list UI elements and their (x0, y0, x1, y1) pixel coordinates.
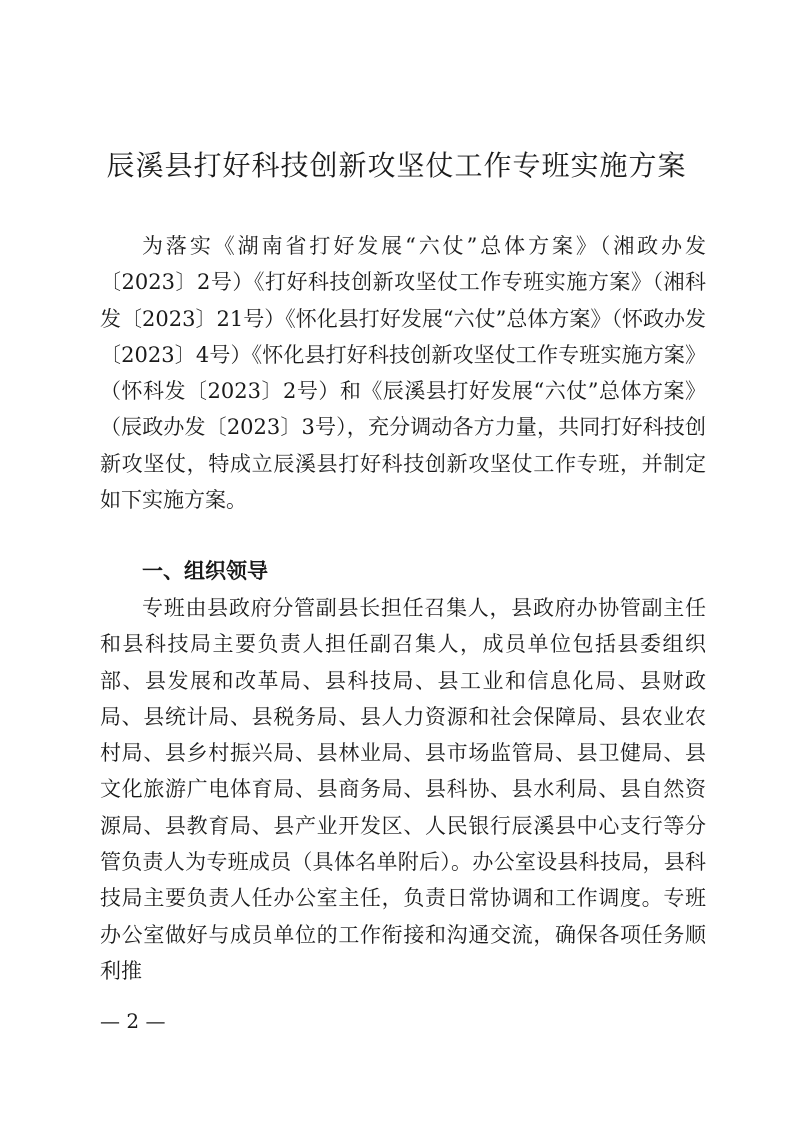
page-number: — 2 — (100, 1009, 166, 1033)
section-paragraph: 专班由县政府分管副县长担任召集人，县政府办协管副主任和县科技局主要负责人担任副召集人，成员单位包括县委组织部、县发展和改革局、县科技局、县工业和信息化局、县财政局、县统计局、县税务局、县人力资源和社会保障局、县农业农村局、县乡村振兴局、县林业局、县市场监管局、县卫健局、县文化旅游广电体育局、县商务局、县科协、县水利局、县自然资源局、县教育局、县产业开发区、人民银行辰溪县中心支行等分管负责人为专班成员（具体名单附后）。办公室设县科技局，县科技局主要负责人任办公室主任，负责日常协调和工作调度。专班办公室做好与成员单位的工作衔接和沟通交流，确保各项任务顺利推 (100, 596, 706, 983)
page-title: 辰溪县打好科技创新攻坚仗工作专班实施方案 (106, 149, 687, 182)
section-heading: 一、组织领导 (142, 559, 268, 583)
intro-paragraph: 为落实《湖南省打好发展“六仗”总体方案》（湘政办发〔2023〕2号）《打好科技创新攻坚仗工作专班实施方案》（湘科发〔2023〕21号）《怀化县打好发展“六仗”总体方案》（怀政办发〔2023〕4号）《怀化县打好科技创新攻坚仗工作专班实施方案》（怀科发〔2023〕2号）和《辰溪县打好发展“六仗”总体方案》（辰政办发〔2023〕3号），充分调动各方力量，共同打好科技创新攻坚仗，特成立辰溪县打好科技创新攻坚仗工作专班，并制定如下实施方案。 (100, 234, 706, 513)
